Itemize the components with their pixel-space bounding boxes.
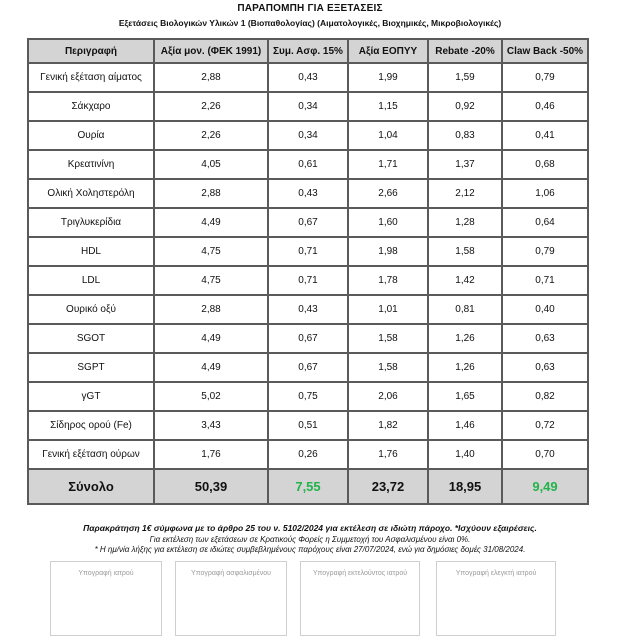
cell-description: Σίδηρος ορού (Fe) [28, 411, 154, 440]
cell-description: Γενική εξέταση ούρων [28, 440, 154, 469]
cell-rebate: 1,26 [428, 353, 502, 382]
signature-label: Υπογραφή ασφαλισμένου [191, 570, 271, 577]
cell-unit-value: 2,88 [154, 295, 268, 324]
cell-rebate: 2,12 [428, 179, 502, 208]
cell-unit-value: 4,05 [154, 150, 268, 179]
cell-insured-share: 0,67 [268, 353, 348, 382]
table-row [28, 179, 588, 208]
cell-clawback: 0,70 [502, 440, 588, 469]
cell-insured-share: 0,75 [268, 382, 348, 411]
table-row [28, 121, 588, 150]
cell-eopyy-value: 1,76 [348, 440, 428, 469]
cell-rebate: 1,37 [428, 150, 502, 179]
cell-description: Σάκχαρο [28, 92, 154, 121]
cell-clawback: 0,71 [502, 266, 588, 295]
cell-insured-share: 0,67 [268, 208, 348, 237]
cell-unit-value: 4,49 [154, 324, 268, 353]
cell-eopyy-value: 2,06 [348, 382, 428, 411]
cell-eopyy-value: 1,58 [348, 353, 428, 382]
cell-unit-value: 4,49 [154, 353, 268, 382]
total-eopyy-value: 23,72 [348, 469, 428, 504]
cell-description: Ουρία [28, 121, 154, 150]
cell-unit-value: 4,75 [154, 237, 268, 266]
cell-insured-share: 0,51 [268, 411, 348, 440]
signature-box-insured[interactable] [175, 561, 287, 636]
cell-insured-share: 0,61 [268, 150, 348, 179]
cell-rebate: 1,40 [428, 440, 502, 469]
cell-description: Γενική εξέταση αίματος [28, 63, 154, 92]
state-providers-note: Για εκτέλεση των εξετάσεων σε Κρατικούς Φορείς η Συμμετοχή του Ασφαλισμένου είναι 0%. [149, 535, 471, 544]
signature-box-doctor[interactable] [50, 561, 162, 636]
document-subtitle: Εξετάσεις Βιολογικών Υλικών 1 (Βιοπαθολογίας) (Αιματολογικές, Βιοχημικές, Μικροβιολογικές) [118, 18, 502, 28]
cell-insured-share: 0,34 [268, 92, 348, 121]
cell-insured-share: 0,26 [268, 440, 348, 469]
cell-eopyy-value: 1,15 [348, 92, 428, 121]
cell-eopyy-value: 2,66 [348, 179, 428, 208]
cell-description: SGPT [28, 353, 154, 382]
cell-rebate: 0,81 [428, 295, 502, 324]
cell-clawback: 0,79 [502, 237, 588, 266]
table-row [28, 237, 588, 266]
signature-label: Υπογραφή ιατρού [78, 570, 134, 577]
cell-clawback: 0,41 [502, 121, 588, 150]
cell-clawback: 0,63 [502, 324, 588, 353]
cell-insured-share: 0,43 [268, 179, 348, 208]
cell-insured-share: 0,34 [268, 121, 348, 150]
total-insured-share: 7,55 [268, 469, 348, 504]
table-row [28, 353, 588, 382]
total-row [28, 469, 588, 504]
cell-unit-value: 4,49 [154, 208, 268, 237]
cell-description: HDL [28, 237, 154, 266]
cell-clawback: 0,46 [502, 92, 588, 121]
cell-eopyy-value: 1,60 [348, 208, 428, 237]
cell-unit-value: 2,26 [154, 121, 268, 150]
total-rebate: 18,95 [428, 469, 502, 504]
header-unit-value: Αξία μον. (ΦΕΚ 1991) [154, 39, 268, 63]
table-body [28, 63, 588, 469]
cell-unit-value: 1,76 [154, 440, 268, 469]
cell-eopyy-value: 1,04 [348, 121, 428, 150]
cell-unit-value: 4,75 [154, 266, 268, 295]
cell-rebate: 1,65 [428, 382, 502, 411]
cell-clawback: 0,79 [502, 63, 588, 92]
cell-clawback: 0,63 [502, 353, 588, 382]
table-row [28, 382, 588, 411]
table-row [28, 92, 588, 121]
cell-description: SGOT [28, 324, 154, 353]
cell-rebate: 0,92 [428, 92, 502, 121]
cell-rebate: 0,83 [428, 121, 502, 150]
cell-eopyy-value: 1,71 [348, 150, 428, 179]
cell-clawback: 0,82 [502, 382, 588, 411]
cell-unit-value: 2,88 [154, 63, 268, 92]
cell-rebate: 1,26 [428, 324, 502, 353]
table-row [28, 324, 588, 353]
cell-rebate: 1,42 [428, 266, 502, 295]
cell-clawback: 0,64 [502, 208, 588, 237]
table-header-row [28, 39, 588, 63]
cell-description: Ουρικό οξύ [28, 295, 154, 324]
cell-description: Τριγλυκερίδια [28, 208, 154, 237]
header-clawback: Claw Back -50% [502, 39, 588, 63]
total-unit-value: 50,39 [154, 469, 268, 504]
cell-unit-value: 5,02 [154, 382, 268, 411]
cell-clawback: 0,68 [502, 150, 588, 179]
exams-table [27, 38, 589, 505]
cell-eopyy-value: 1,01 [348, 295, 428, 324]
expiry-note: * Η ημ/νία λήξης για εκτέλεση σε ιδιώτες συμβεβλημένους παρόχους είναι 27/07/2024, ενώ για δημόσιες δομές 31/08/2024. [94, 545, 526, 554]
header-insured-share: Συμ. Ασφ. 15% [268, 39, 348, 63]
header-eopyy-value: Αξία ΕΟΠΥΥ [348, 39, 428, 63]
cell-insured-share: 0,67 [268, 324, 348, 353]
table-row [28, 411, 588, 440]
cell-rebate: 1,59 [428, 63, 502, 92]
cell-rebate: 1,28 [428, 208, 502, 237]
cell-eopyy-value: 1,99 [348, 63, 428, 92]
signature-label: Υπογραφή ελεγκτή ιατρού [455, 570, 537, 577]
cell-insured-share: 0,43 [268, 295, 348, 324]
cell-insured-share: 0,43 [268, 63, 348, 92]
cell-eopyy-value: 1,82 [348, 411, 428, 440]
table-row [28, 150, 588, 179]
total-clawback: 9,49 [502, 469, 588, 504]
signature-label: Υπογραφή εκτελούντος ιατρού [312, 570, 408, 577]
cell-eopyy-value: 1,98 [348, 237, 428, 266]
table-row [28, 440, 588, 469]
cell-description: Κρεατινίνη [28, 150, 154, 179]
cell-insured-share: 0,71 [268, 266, 348, 295]
cell-rebate: 1,58 [428, 237, 502, 266]
cell-clawback: 0,40 [502, 295, 588, 324]
cell-description: Ολική Χοληστερόλη [28, 179, 154, 208]
cell-unit-value: 3,43 [154, 411, 268, 440]
cell-insured-share: 0,71 [268, 237, 348, 266]
signature-box-executing-doctor[interactable] [300, 561, 420, 636]
signature-box-auditor[interactable] [436, 561, 556, 636]
cell-unit-value: 2,26 [154, 92, 268, 121]
cell-clawback: 0,72 [502, 411, 588, 440]
table-row [28, 295, 588, 324]
withholding-note: Παρακράτηση 1€ σύμφωνα με το άρθρο 25 του ν. 5102/2024 για εκτέλεση σε ιδιώτη πάροχο. *Ισχύουν εξαιρέσεις. [83, 523, 537, 533]
cell-clawback: 1,06 [502, 179, 588, 208]
header-rebate: Rebate -20% [428, 39, 502, 63]
cell-description: γGT [28, 382, 154, 411]
table-row [28, 266, 588, 295]
document-title: ΠΑΡΑΠΟΜΠΗ ΓΙΑ ΕΞΕΤΑΣΕΙΣ [237, 3, 383, 14]
table-row [28, 208, 588, 237]
cell-unit-value: 2,88 [154, 179, 268, 208]
cell-description: LDL [28, 266, 154, 295]
cell-eopyy-value: 1,78 [348, 266, 428, 295]
cell-eopyy-value: 1,58 [348, 324, 428, 353]
cell-rebate: 1,46 [428, 411, 502, 440]
header-description: Περιγραφή [28, 39, 154, 63]
total-label: Σύνολο [28, 469, 154, 504]
table-row [28, 63, 588, 92]
